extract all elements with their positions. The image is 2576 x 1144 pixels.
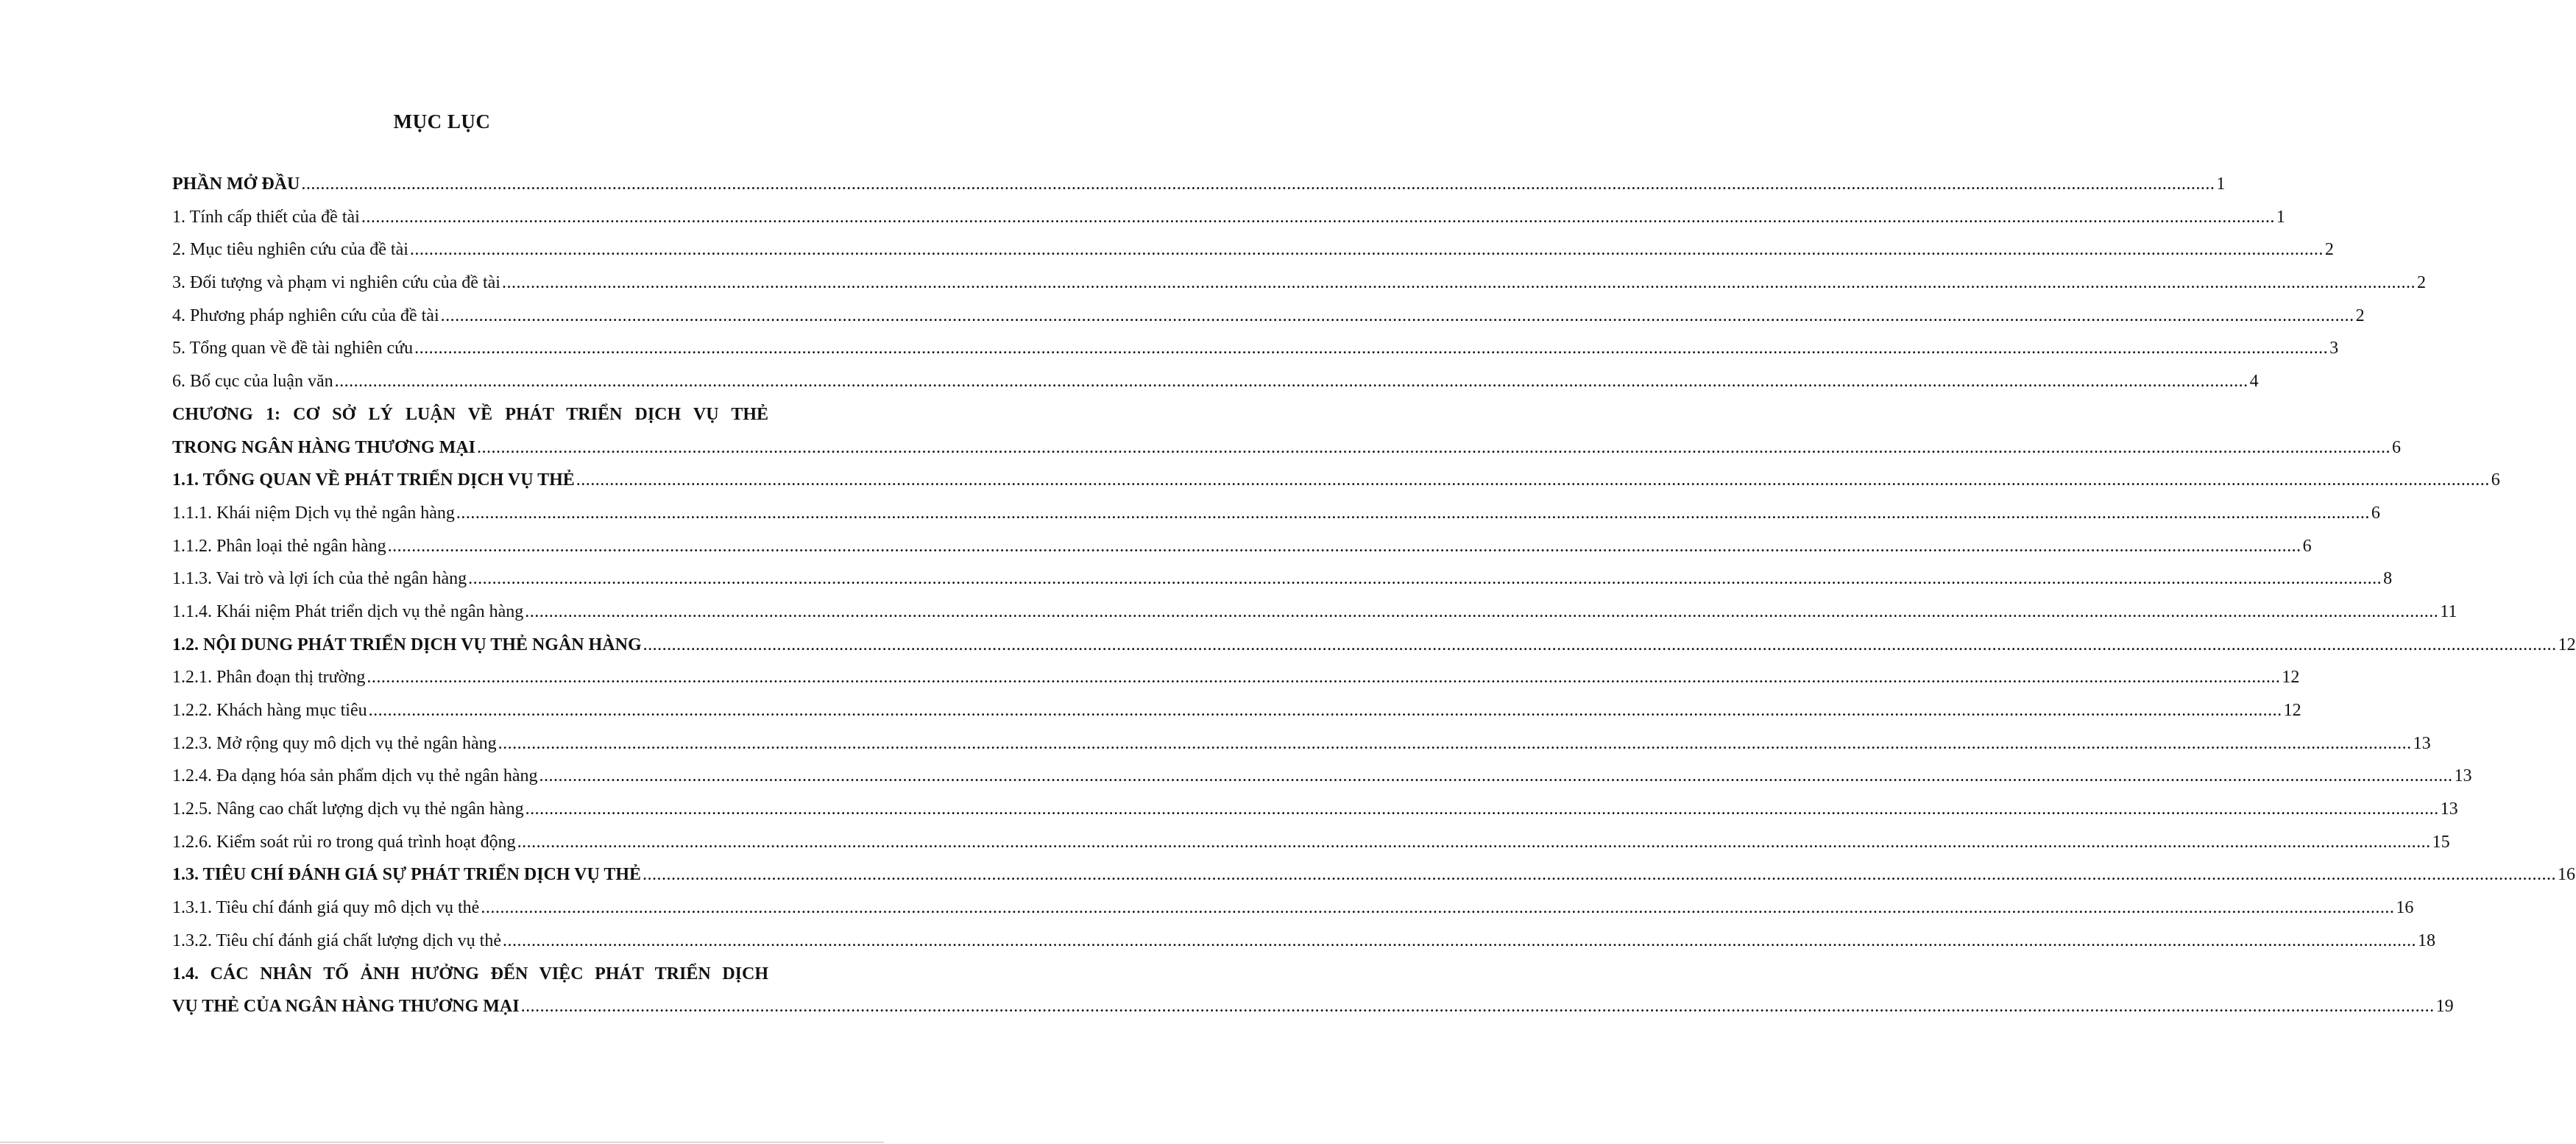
toc-entry[interactable] [172,562,2393,596]
toc-page-number: 3 [2329,339,2339,359]
toc-entry[interactable] [172,233,2334,266]
dot-leader: ................................................................................................................................................................................................................................................................................................................................................................................................................ [525,799,2439,819]
toc-page-number: 11 [2440,601,2458,621]
dot-leader: ................................................................................................................................................................................................................................................................................................................................................................................................................ [387,536,2301,556]
toc-entry-title: VỤ THẺ CỦA NGÂN HÀNG THƯƠNG MẠI [172,997,520,1017]
toc-entry-title: 2. Mục tiêu nghiên cứu của đề tài [172,240,408,260]
toc-entry[interactable] [172,365,2259,398]
toc-entry[interactable] [172,168,2226,201]
toc-entry-title: 5. Tổng quan về đề tài nghiên cứu [172,339,414,359]
dot-leader: ................................................................................................................................................................................................................................................................................................................................................................................................................ [520,997,2435,1017]
dot-leader: ................................................................................................................................................................................................................................................................................................................................................................................................................ [477,437,2391,457]
toc-entry-title: 1.3.2. Tiêu chí đánh giá chất lượng dịch vụ thẻ [172,931,501,950]
toc-entry[interactable] [172,629,2576,662]
toc-page-number: 2 [2324,240,2334,260]
toc-page-number: 15 [2432,832,2450,852]
toc-entry[interactable] [172,300,2365,333]
toc-page-number: 12 [2282,668,2300,688]
toc-entry[interactable] [172,990,2454,1023]
toc-entry[interactable] [172,266,2426,300]
toc-page-number: 2 [2416,273,2426,293]
toc-entry-first-line[interactable]: 1.4. CÁC NHÂN TỐ ẢNH HƯỞNG ĐẾN VIỆC PHÁT TRIỂN DỊCH [172,964,768,984]
toc-entry-title: 1.1.2. Phân loại thẻ ngân hàng [172,536,386,556]
dot-leader: ................................................................................................................................................................................................................................................................................................................................................................................................................ [414,339,2329,359]
toc-entry-title: 1.1. TỔNG QUAN VỀ PHÁT TRIỂN DỊCH VỤ THẺ [172,470,575,490]
toc-entry-title: 1.2.6. Kiểm soát rủi ro trong quá trình hoạt động [172,832,516,852]
dot-leader: ................................................................................................................................................................................................................................................................................................................................................................................................................ [643,865,2557,885]
toc-entry-title: PHẦN MỞ ĐẦU [172,174,300,194]
toc-entry-first-line[interactable]: CHƯƠNG 1: CƠ SỞ LÝ LUẬN VỀ PHÁT TRIỂN DỊCH VỤ THẺ [172,404,768,424]
toc-entry-title: 1.1.1. Khái niệm Dịch vụ thẻ ngân hàng [172,503,455,523]
toc-entry-title: 1. Tính cấp thiết của đề tài [172,207,360,227]
toc-page-number: 18 [2417,931,2435,950]
bottom-divider [0,1142,884,1143]
toc-entry-title: 6. Bố cục của luận văn [172,372,333,392]
toc-entry-title: 4. Phương pháp nghiên cứu của đề tài [172,306,439,325]
dot-leader: ................................................................................................................................................................................................................................................................................................................................................................................................................ [576,470,2490,490]
toc-entry[interactable] [172,464,2500,497]
dot-leader: ................................................................................................................................................................................................................................................................................................................................................................................................................ [368,701,2282,720]
dot-leader: ................................................................................................................................................................................................................................................................................................................................................................................................................ [468,569,2382,589]
toc-page-number: 13 [2454,766,2472,786]
toc-page-number: 6 [2491,470,2500,490]
toc-page-number: 19 [2435,997,2454,1017]
toc-entry-title: 1.1.3. Vai trò và lợi ích của thẻ ngân hàng [172,569,467,589]
toc-entry[interactable] [172,596,2458,629]
dot-leader: ................................................................................................................................................................................................................................................................................................................................................................................................................ [502,931,2416,950]
toc-page-number: 2 [2355,306,2365,325]
dot-leader: ................................................................................................................................................................................................................................................................................................................................................................................................................ [539,766,2453,786]
toc-entry-title: 1.3. TIÊU CHÍ ĐÁNH GIÁ SỰ PHÁT TRIỂN DỊCH VỤ THẺ [172,865,642,885]
toc-page-number: 1 [2276,207,2285,227]
toc-entry[interactable] [172,332,2339,365]
dot-leader: ................................................................................................................................................................................................................................................................................................................................................................................................................ [367,668,2281,688]
dot-leader: ................................................................................................................................................................................................................................................................................................................................................................................................................ [481,898,2395,918]
table-of-contents [172,168,2576,1023]
toc-page-number: 8 [2383,569,2393,589]
toc-page-number: 6 [2371,503,2380,523]
dot-leader: ................................................................................................................................................................................................................................................................................................................................................................................................................ [409,240,2324,260]
dot-leader: ................................................................................................................................................................................................................................................................................................................................................................................................................ [517,832,2431,852]
toc-page-number: 1 [2216,174,2226,194]
toc-entry-title: 1.2.2. Khách hàng mục tiêu [172,701,367,720]
toc-page-number: 13 [2440,799,2458,819]
toc-page-number: 12 [2283,701,2301,720]
dot-leader: ................................................................................................................................................................................................................................................................................................................................................................................................................ [456,503,2370,523]
dot-leader: ................................................................................................................................................................................................................................................................................................................................................................................................................ [440,306,2354,325]
dot-leader: ................................................................................................................................................................................................................................................................................................................................................................................................................ [525,601,2439,621]
dot-leader: ................................................................................................................................................................................................................................................................................................................................................................................................................ [498,733,2412,753]
toc-entry-title: 1.3.1. Tiêu chí đánh giá quy mô dịch vụ thẻ [172,898,480,918]
toc-entry[interactable] [172,497,2380,530]
toc-entry[interactable] [172,891,2414,925]
toc-entry[interactable] [172,431,2402,465]
toc-entry[interactable] [172,661,2300,694]
toc-entry-title: 1.2.4. Đa dạng hóa sản phẩm dịch vụ thẻ ngân hàng [172,766,538,786]
toc-entry[interactable] [172,727,2431,760]
dot-leader: ................................................................................................................................................................................................................................................................................................................................................................................................................ [301,174,2215,194]
dot-leader: ................................................................................................................................................................................................................................................................................................................................................................................................................ [501,273,2416,293]
toc-entry[interactable] [172,925,2435,958]
toc-entry[interactable] [172,793,2458,826]
dot-leader: ................................................................................................................................................................................................................................................................................................................................................................................................................ [643,635,2557,654]
toc-entry-title: 1.2. NỘI DUNG PHÁT TRIỂN DỊCH VỤ THẺ NGÂN HÀNG [172,635,642,654]
toc-page-number: 6 [2302,536,2312,556]
toc-page-number: 13 [2413,733,2431,753]
toc-page-number: 4 [2249,372,2259,392]
dot-leader: ................................................................................................................................................................................................................................................................................................................................................................................................................ [361,207,2275,227]
toc-entry-title: 1.2.5. Nâng cao chất lượng dịch vụ thẻ ngân hàng [172,799,524,819]
toc-entry[interactable] [172,530,2312,563]
toc-page-number: 12 [2558,635,2576,654]
toc-page-number: 16 [2558,865,2576,885]
toc-page-number: 16 [2396,898,2414,918]
toc-entry-title: 3. Đối tượng và phạm vi nghiên cứu của đề tài [172,273,500,293]
dot-leader: ................................................................................................................................................................................................................................................................................................................................................................................................................ [334,372,2248,392]
toc-entry-title: 1.1.4. Khái niệm Phát triển dịch vụ thẻ ngân hàng [172,601,524,621]
toc-entry[interactable] [172,760,2472,793]
toc-entry-title: 1.2.3. Mở rộng quy mô dịch vụ thẻ ngân hàng [172,733,497,753]
page-title: MỤC LỤC [393,110,491,133]
toc-entry-title: TRONG NGÂN HÀNG THƯƠNG MẠI [172,437,476,457]
toc-page-number: 6 [2392,437,2402,457]
toc-entry-title: 1.2.1. Phân đoạn thị trường [172,668,366,688]
toc-entry[interactable] [172,858,2576,891]
toc-entry[interactable] [172,201,2285,234]
toc-entry[interactable] [172,694,2301,727]
toc-entry[interactable] [172,826,2450,859]
